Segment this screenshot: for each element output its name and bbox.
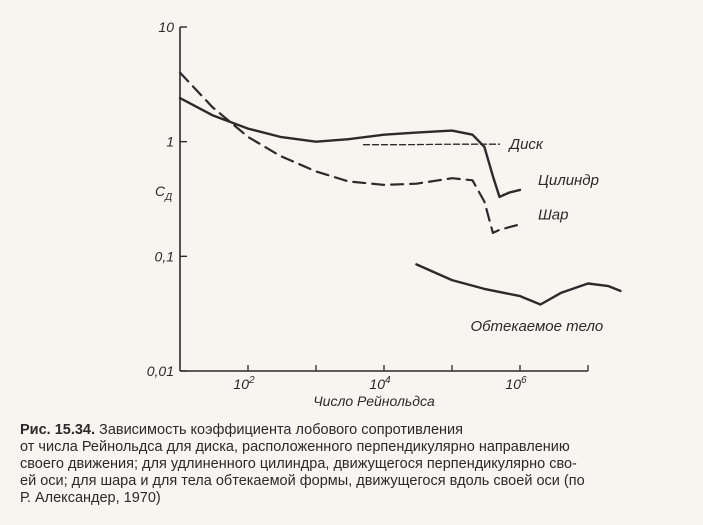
series-label-цилиндр: Цилиндр xyxy=(538,171,599,189)
x-tick-label: $10^4$ xyxy=(369,375,391,392)
series-line-цилиндр xyxy=(180,98,520,197)
x-tick-exponent: 2 xyxy=(249,375,255,386)
figure-label: Рис. 15.34. xyxy=(20,422,96,438)
chart-labels xyxy=(147,19,604,409)
series-line-обтекаемое-тело xyxy=(416,264,620,304)
x-tick-label: $10^2$ xyxy=(233,375,255,392)
x-tick-exponent: 6 xyxy=(521,375,527,386)
y-axis-title-subscript: Д xyxy=(165,192,173,203)
series-label-шар: Шар xyxy=(538,206,569,224)
x-tick-label: $10^6$ xyxy=(505,375,527,392)
caption-line-5: Р. Александер, 1970) xyxy=(20,490,161,506)
y-tick-label: 1 xyxy=(166,133,174,150)
x-tick-exponent: 4 xyxy=(385,375,391,386)
y-tick-label: 0,1 xyxy=(154,248,174,265)
y-axis-title: $C_Д$ xyxy=(155,183,173,203)
caption-line-1 xyxy=(20,422,690,439)
caption-text-1: Зависимость коэффициента лобового сопротивления xyxy=(95,422,463,438)
caption-line-3: своего движения; для удлиненного цилиндра, движущегося перпендикулярно сво- xyxy=(20,456,577,472)
series-label-диск: Диск xyxy=(509,136,544,154)
y-tick-label: 10 xyxy=(158,19,174,35)
series-line-диск xyxy=(364,144,500,145)
caption-line-2: от числа Рейнольдса для диска, расположенного перпендикулярно направлению xyxy=(20,439,570,455)
figure-caption xyxy=(20,422,690,507)
y-tick-label: 0,01 xyxy=(146,363,174,379)
series-line-шар xyxy=(180,73,520,233)
series-label-обтекаемое-тело: Обтекаемое тело xyxy=(470,317,604,335)
x-axis-title: Число Рейнольдса xyxy=(313,393,435,409)
caption-line-4: ей оси; для шара и для тела обтекаемой формы, движущегося вдоль своей оси (по xyxy=(20,473,585,489)
